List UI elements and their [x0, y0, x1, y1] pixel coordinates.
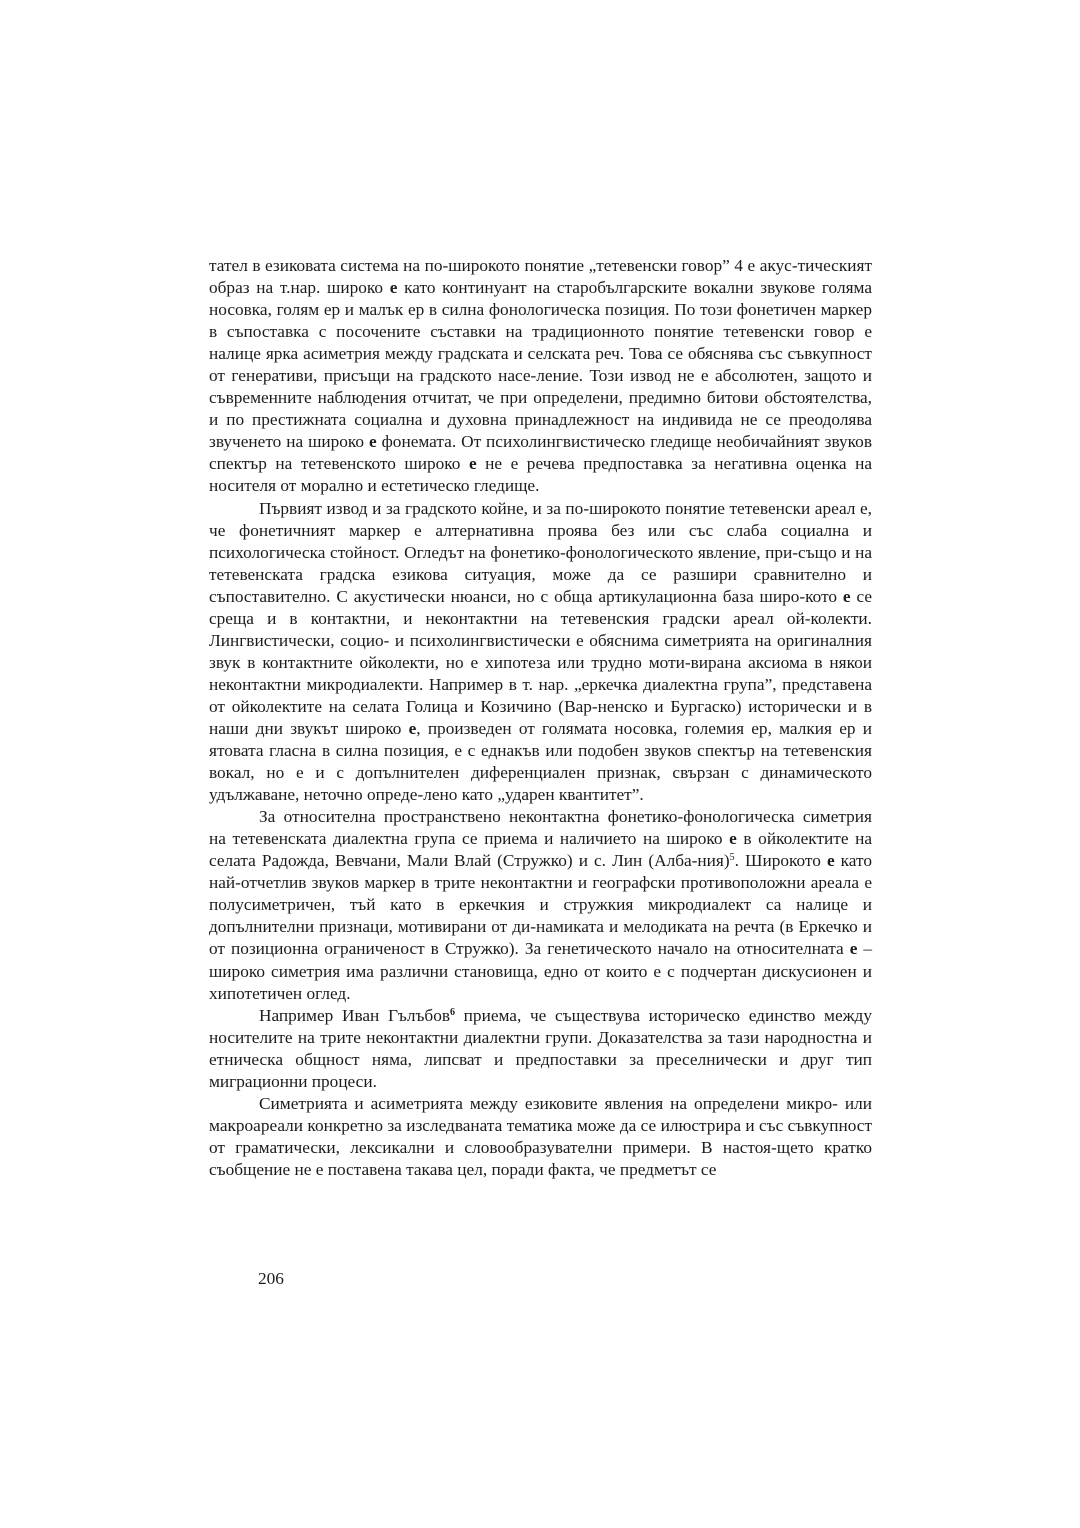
- body-text: [209, 255, 872, 1181]
- paragraph: [209, 1093, 872, 1181]
- emphasized-letter: е: [729, 829, 737, 849]
- text-run: Симетрията и асиметрията между езиковите явления на определени микро- или макроареали конкретно за изследваната тематика може да се илюстрира и със съвкупност от граматически, лексикални и словообразувателни примери. В настоя-щето кратко съобщение не е поставена такава цел, поради факта, че предметът се: [209, 1093, 872, 1179]
- text-run: За относителна пространствено неконтактна фонетико-фонологическа симетрия на тетевенската диалектна група се приема и наличието на широко: [209, 807, 872, 849]
- paragraph: [209, 498, 872, 807]
- emphasized-letter: е: [468, 454, 477, 474]
- text-run: Първият извод и за градското койне, и за по-широкото понятие тетевенски ареал е, че фонетичният маркер е алтернативна проява без или със слаба социална и психологическа стойност. Огледът на фонетико-фонологическото явление, при-също и на тетевенската градска езикова ситуация, може да се разшири сравнително и съпоставително. С акустически нюанси, но с обща артикулационна база широ-кото: [209, 498, 872, 606]
- text-run: като континуант на старобългарските вокални звукове голяма носовка, голям ер и малък ер в силна фонологическа позиция. По този фонетичен маркер в съпоставка с посочените съставки на традиционното понятие тетевенски говор е налице ярка асиметрия между градската и селската реч. Това се обяснява със съвкупност от генеративи, присъщи на градското насе-ление. Този извод не е абсолютен, защото и съвременните наблюдения отчитат, че при определени, предимно битови обстоятелства, и по престижната социална и духовна принадлежност на индивида не се преодолява звученето на широко: [209, 278, 873, 452]
- emphasized-letter: е: [849, 939, 858, 959]
- text-run: , произведен от голямата носовка, големия ер, малкия ер и ятовата гласна в силна позиция, е с еднакъв или подобен звуков спектър на тетевенския вокал, но е и с допълнителен диференциален признак, свързан с динамическото удължаване, неточно опреде-лено като „ударен квантитет”.: [209, 718, 872, 805]
- paragraph: [209, 806, 872, 1004]
- footnote-marker: 6: [450, 1006, 456, 1018]
- emphasized-letter: е: [842, 586, 851, 606]
- emphasized-letter: е: [826, 851, 835, 871]
- text-run: в ойколектите на селата Радожда, Вевчани, Мали Влай (Стружко) и с. Лин (Алба-ния): [209, 829, 873, 871]
- text-run: Например Иван Гълъбов: [259, 1005, 451, 1025]
- text-run: се среща и в контактни, и неконтактни на тетевенския градски ареал ой-колекти. Лингвистически, социо- и психолингвистически е обяснима симетрията на оригиналния звук в контактните ойколекти, но е хипотеза или трудно моти-вирана аксиома в някои неконтактни микродиалекти. Например в т. нар. „еркечка диалектна група”, представена от ойколектите на селата Голица и Козичино (Вар-ненско и Бургаско) исторически и в наши дни звукът широко: [209, 586, 872, 738]
- text-run: тател в езиковата система на по-широкото понятие „тетевенски говор” 4 е акус-тическият образ на т.нар. широко: [209, 256, 872, 298]
- text-run: . Широкото: [734, 851, 827, 871]
- page-number: 206: [258, 1269, 284, 1288]
- text-run: не е речева предпоставка за негативна оценка на носителя от морално и естетическо гледище.: [209, 454, 872, 496]
- text-run: фонемата. От психолингвистическо гледище необичайният звуков спектър на тетевенското широко: [209, 432, 872, 474]
- emphasized-letter: е: [408, 718, 417, 738]
- emphasized-letter: е: [389, 278, 398, 298]
- footnote-marker: 5: [729, 852, 735, 864]
- text-run: като най-отчетлив звуков маркер в трите неконтактни и географски противоположни ареала е полусиметричен, тъй като в еркечкия и стружкия микродиалект са налице и допълнителни признаци, мотивирани от ди-намиката и мелодиката на речта (в Еркечко и от позиционна ограниченост в Стружко). За генетическото начало на относителната: [209, 851, 872, 959]
- emphasized-letter: е: [369, 432, 377, 452]
- text-run: – широко симетрия има различни становища, едно от които е с подчертан дискусионен и хипотетичен оглед.: [209, 939, 872, 1003]
- text-run: приема, че съществува историческо единство между носителите на трите неконтактни диалектни групи. Доказателства за тази народностна и етническа общност няма, липсват и предпоставки за преселнически и друг тип миграционни процеси.: [209, 1005, 872, 1091]
- paragraph: [209, 1005, 872, 1093]
- paragraph: [209, 255, 872, 498]
